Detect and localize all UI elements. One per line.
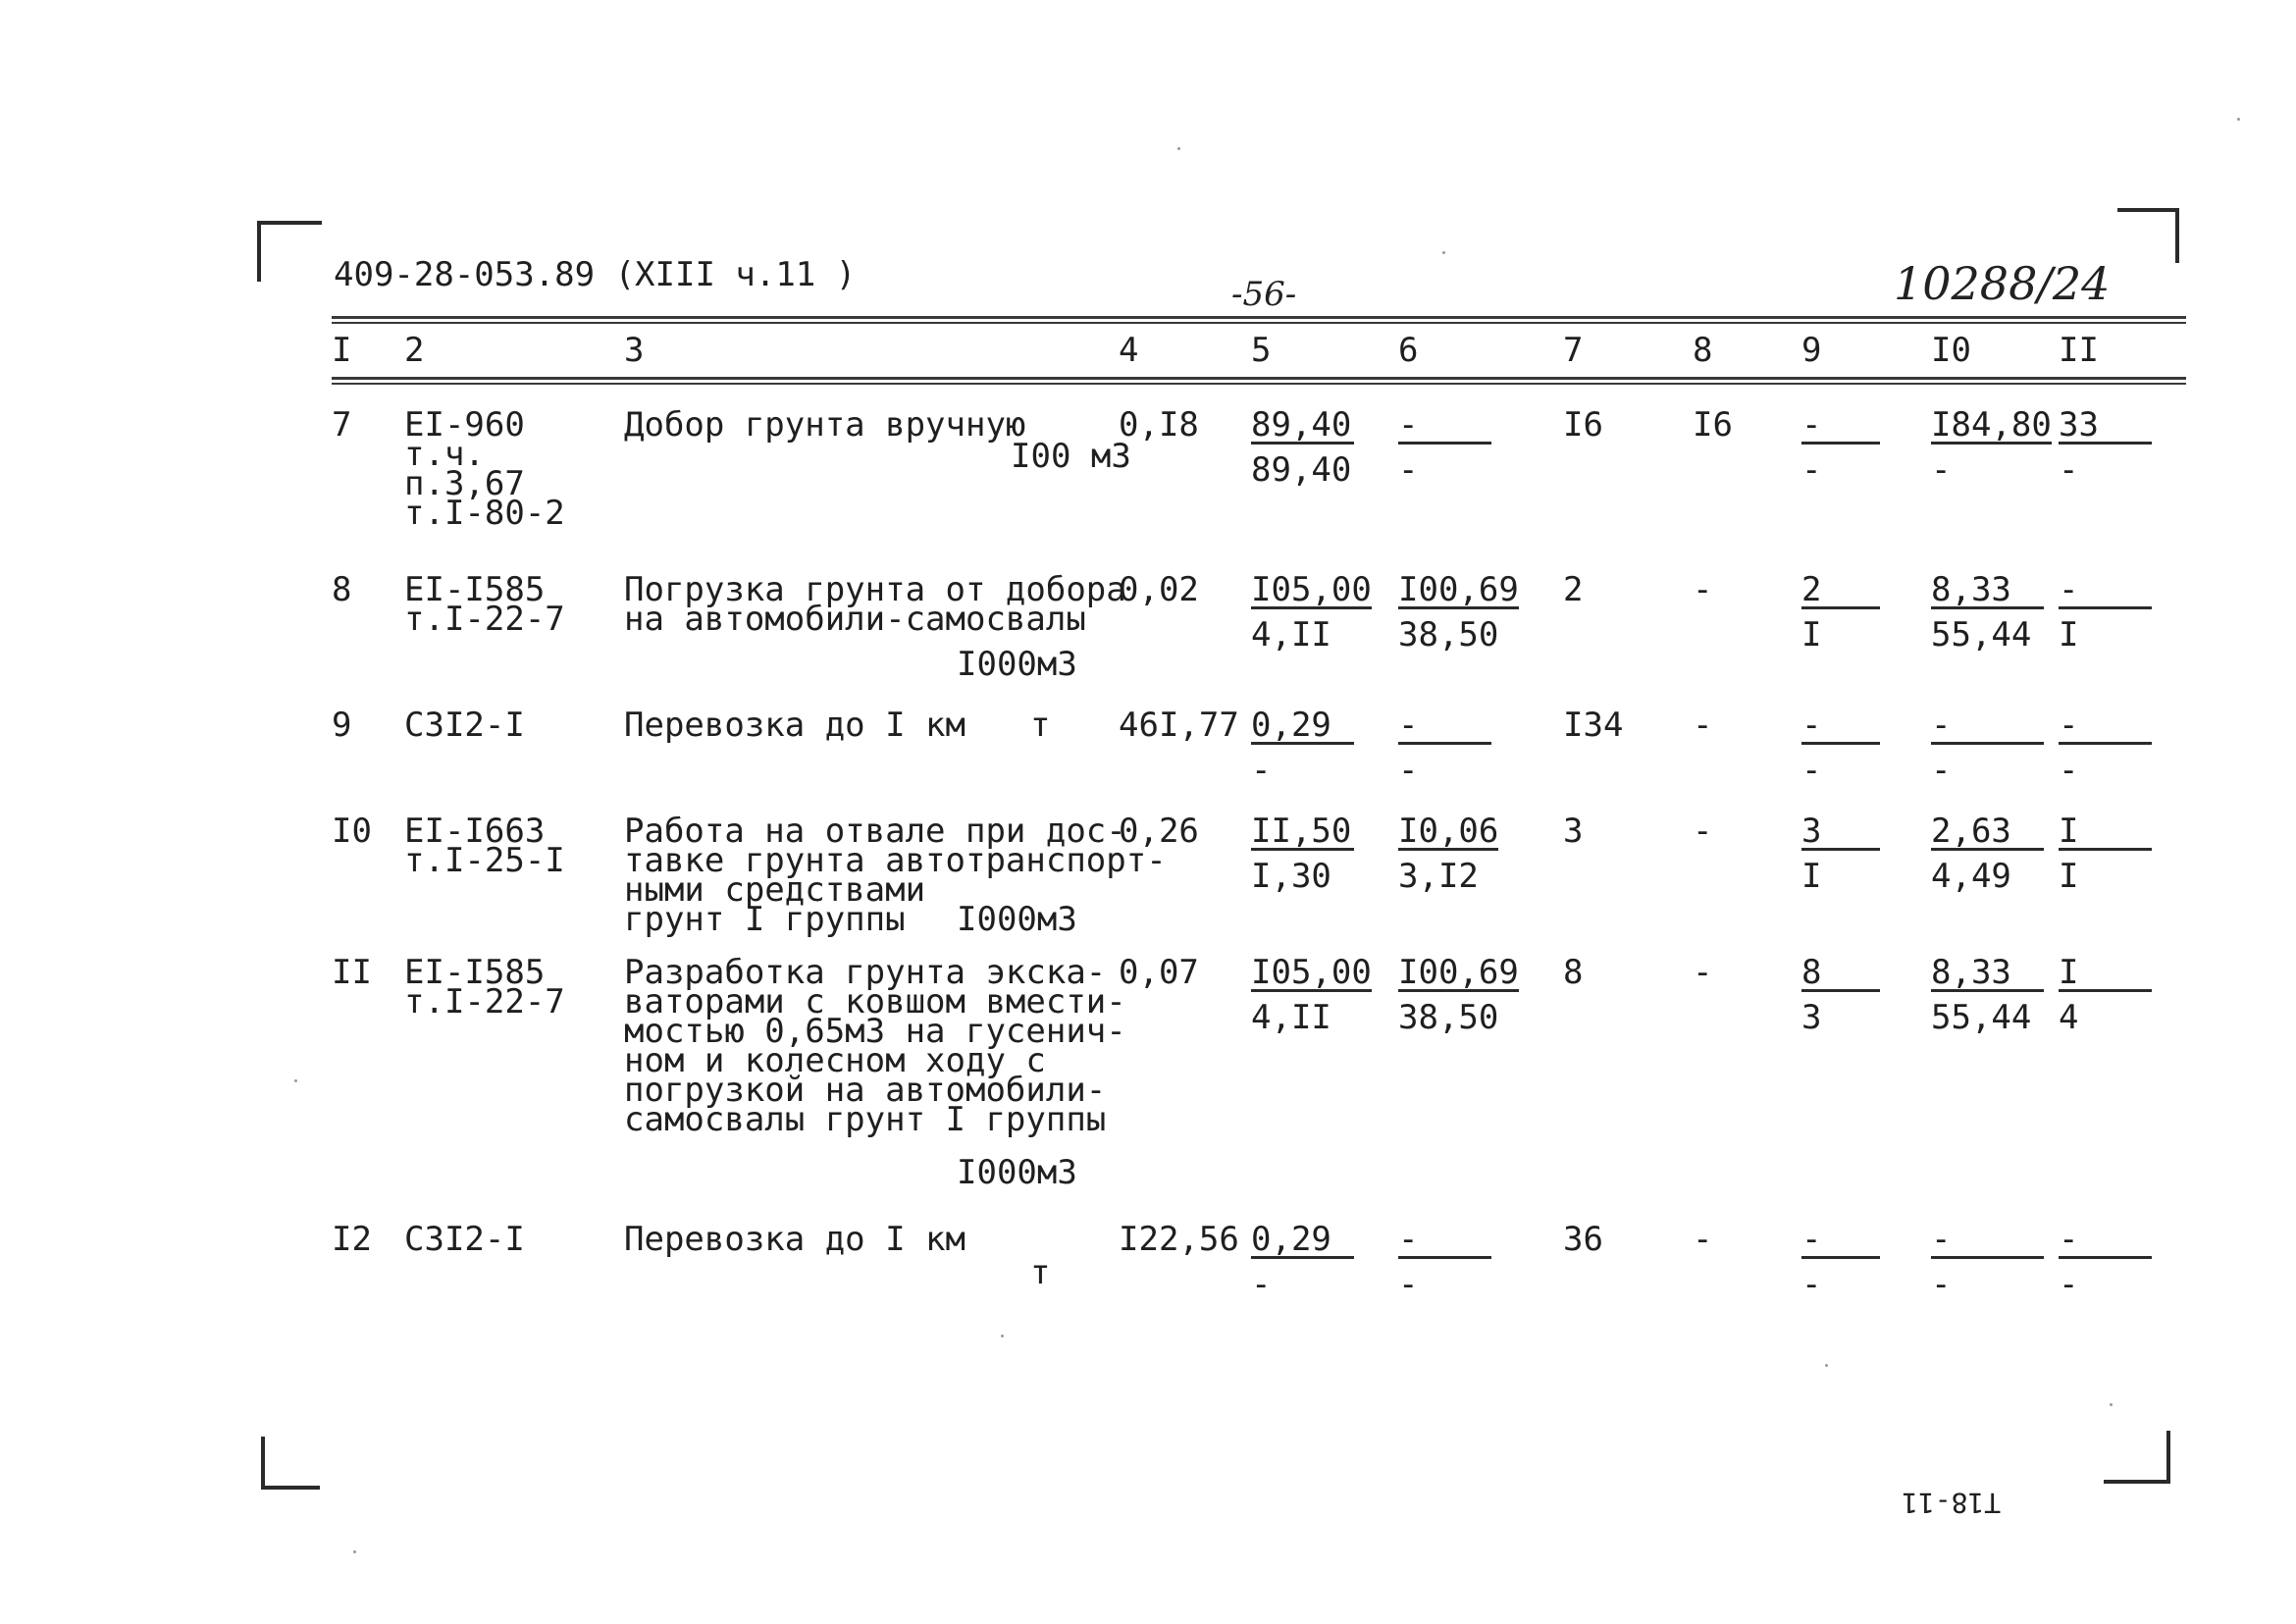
measurement-unit: I00 м3 (1011, 437, 1131, 476)
cost-cell-c5-bottom: I,30 (1251, 857, 1331, 896)
norm-code-line: т.I-25-I (404, 841, 565, 880)
cost-cell-c8: - (1693, 812, 1713, 851)
cost-cell-c9-top: 3 (1801, 816, 1880, 851)
cost-cell-c5-top: II,50 (1251, 816, 1354, 851)
cost-cell-c9-bottom: - (1801, 450, 1822, 490)
cost-cell-c11-bottom: I (2059, 857, 2079, 896)
row-number: I0 (332, 812, 372, 851)
cost-cell-c9-top: - (1801, 710, 1880, 745)
cost-cell-c9-bottom: - (1801, 751, 1822, 790)
cost-cell-c8: - (1693, 706, 1713, 745)
norm-code-line: EI-I585 (404, 953, 546, 992)
cost-cell-c10-top: I84,80 (1931, 405, 2052, 445)
cost-cell-c11-top: I (2059, 958, 2152, 992)
measurement-unit: т (1030, 1253, 1051, 1292)
work-description-line: ваторами с ковшом вмести- (624, 982, 1126, 1022)
scan-speck (1001, 1335, 1004, 1337)
column-header-3: 3 (624, 331, 645, 370)
cost-cell-c11-top: - (2059, 575, 2152, 609)
header-rule-top-thin (332, 322, 2186, 324)
column-header-10: I0 (1931, 331, 1971, 370)
column-header-5: 5 (1251, 331, 1272, 370)
cost-cell-c10-bottom: 55,44 (1931, 998, 2032, 1037)
cost-cell-c6-bottom: - (1398, 751, 1419, 790)
cost-cell-c10-top: - (1931, 1225, 2044, 1259)
cost-cell-c10-bottom: - (1931, 751, 1952, 790)
cost-cell-c9-bottom: - (1801, 1265, 1822, 1304)
cost-cell-c10-bottom: - (1931, 1265, 1952, 1304)
scan-speck (2237, 118, 2240, 121)
work-description-line: Перевозка до I км (624, 1220, 965, 1259)
page-number: -56- (1231, 275, 1297, 314)
cost-cell-c7: 3 (1563, 812, 1584, 851)
cost-cell-c7: 2 (1563, 570, 1584, 609)
quantity-value: I22,56 (1119, 1220, 1239, 1259)
scan-speck (2110, 1403, 2113, 1406)
cost-cell-c8: I6 (1693, 405, 1733, 445)
cost-cell-c7: I34 (1563, 706, 1624, 745)
cost-cell-c9-top: 8 (1801, 958, 1880, 992)
header-rule-bottom-thin (332, 383, 2186, 385)
cost-cell-c5-bottom: 4,II (1251, 615, 1331, 655)
column-header-11: II (2059, 331, 2099, 370)
scan-speck (1177, 147, 1180, 150)
header-rule-top (332, 316, 2186, 319)
cost-cell-c9-bottom: I (1801, 857, 1822, 896)
cost-cell-c11-bottom: 4 (2059, 998, 2079, 1037)
cost-cell-c6-top: I00,69 (1398, 953, 1519, 992)
column-header-9: 9 (1801, 331, 1822, 370)
cost-cell-c6-top: - (1398, 1225, 1491, 1259)
quantity-value: 0,02 (1119, 570, 1199, 609)
work-description-line: Работа на отвале при дос- (624, 812, 1126, 851)
corner-mark-top-left (257, 221, 261, 282)
cost-cell-c9-top: - (1801, 410, 1880, 445)
scan-speck (1825, 1364, 1828, 1367)
quantity-value: 0,26 (1119, 812, 1199, 851)
cost-cell-c10-top: - (1931, 710, 2044, 745)
corner-mark-top-right (2117, 208, 2178, 212)
cost-cell-c8: - (1693, 1220, 1713, 1259)
cost-cell-c6-top: I00,69 (1398, 570, 1519, 609)
norm-code-line: C3I2-I (404, 1220, 525, 1259)
cost-cell-c11-bottom: - (2059, 1265, 2079, 1304)
cost-cell-c11-top: I (2059, 816, 2152, 851)
cost-cell-c5-bottom: 4,II (1251, 998, 1331, 1037)
cost-cell-c10-top: 2,63 (1931, 816, 2044, 851)
cost-cell-c11-bottom: I (2059, 615, 2079, 655)
work-description-line: погрузкой на автомобили- (624, 1071, 1107, 1110)
cost-cell-c6-top: - (1398, 410, 1491, 445)
cost-cell-c5-bottom: - (1251, 1265, 1272, 1304)
row-number: II (332, 953, 372, 992)
work-description-line: мостью 0,65м3 на гусенич- (624, 1012, 1126, 1051)
cost-cell-c5-top: I05,00 (1251, 953, 1372, 992)
cost-cell-c10-bottom: 4,49 (1931, 857, 2011, 896)
norm-code-line: т.I-22-7 (404, 600, 565, 639)
norm-code-line: EI-960 (404, 405, 525, 445)
measurement-unit: т (1030, 706, 1051, 745)
cost-cell-c9-top: - (1801, 1225, 1880, 1259)
cost-cell-c9-top: 2 (1801, 575, 1880, 609)
quantity-value: 46I,77 (1119, 706, 1239, 745)
cost-cell-c7: 8 (1563, 953, 1584, 992)
cost-cell-c6-bottom: 38,50 (1398, 615, 1499, 655)
cost-cell-c11-bottom: - (2059, 751, 2079, 790)
row-number: 9 (332, 706, 352, 745)
cost-cell-c11-top: - (2059, 1225, 2152, 1259)
measurement-unit: I000м3 (957, 645, 1077, 684)
cost-cell-c5-top: 0,29 (1251, 710, 1354, 745)
cost-cell-c7: 36 (1563, 1220, 1603, 1259)
cost-cell-c6-bottom: - (1398, 450, 1419, 490)
column-header-2: 2 (404, 331, 425, 370)
cost-cell-c10-top: 8,33 (1931, 958, 2044, 992)
corner-mark-bottom-left (261, 1437, 265, 1488)
norm-code-line: C3I2-I (404, 706, 525, 745)
row-number: I2 (332, 1220, 372, 1259)
corner-mark-bottom-right (2166, 1431, 2170, 1482)
cost-cell-c11-top: 33 (2059, 410, 2152, 445)
column-header-8: 8 (1693, 331, 1713, 370)
corner-mark-top-right (2175, 208, 2179, 263)
cost-cell-c10-bottom: 55,44 (1931, 615, 2032, 655)
row-number: 7 (332, 405, 352, 445)
quantity-value: 0,I8 (1119, 405, 1199, 445)
quantity-value: 0,07 (1119, 953, 1199, 992)
handwritten-reference: 10288/24 (1894, 257, 2111, 310)
work-description-line: тавке грунта автотранспорт- (624, 841, 1167, 880)
column-header-7: 7 (1563, 331, 1584, 370)
document-code: 409-28-053.89 (XIII ч.11 ) (334, 255, 857, 294)
cost-cell-c7: I6 (1563, 405, 1603, 445)
work-description-line: Добор грунта вручную (624, 405, 1026, 445)
norm-code-line: т.I-80-2 (404, 494, 565, 533)
norm-code-line: т.I-22-7 (404, 982, 565, 1022)
cost-cell-c5-top: 0,29 (1251, 1225, 1354, 1259)
work-description-line: ном и колесном ходу с (624, 1041, 1046, 1080)
cost-cell-c11-bottom: - (2059, 450, 2079, 490)
scan-speck (294, 1079, 297, 1082)
cost-cell-c8: - (1693, 953, 1713, 992)
cost-cell-c9-bottom: 3 (1801, 998, 1822, 1037)
cost-cell-c5-top: 89,40 (1251, 410, 1354, 445)
work-description-line: Погрузка грунта от добора (624, 570, 1126, 609)
cost-cell-c6-bottom: 3,I2 (1398, 857, 1479, 896)
work-description-line: самосвалы грунт I группы (624, 1100, 1107, 1139)
column-header-4: 4 (1119, 331, 1139, 370)
sheet-code (1902, 1488, 2001, 1517)
cost-cell-c6-top: I0,06 (1398, 812, 1499, 851)
measurement-unit: I000м3 (957, 900, 1077, 939)
row-number: 8 (332, 570, 352, 609)
work-description-line: Перевозка до I км (624, 706, 965, 745)
scan-speck (1442, 251, 1445, 254)
work-description-line: ными средствами (624, 870, 926, 910)
measurement-unit: I000м3 (957, 1153, 1077, 1192)
corner-mark-bottom-right (2104, 1480, 2170, 1484)
sheet-code-text: T18-11 (1902, 1487, 2002, 1519)
cost-cell-c6-bottom: 38,50 (1398, 998, 1499, 1037)
cost-cell-c5-bottom: 89,40 (1251, 450, 1352, 490)
cost-cell-c6-bottom: - (1398, 1265, 1419, 1304)
cost-cell-c6-top: - (1398, 710, 1491, 745)
column-header-6: 6 (1398, 331, 1419, 370)
norm-code-line: EI-I585 (404, 570, 546, 609)
corner-mark-bottom-left (261, 1486, 320, 1490)
work-description-line: грунт I группы (624, 900, 906, 939)
cost-cell-c5-top: I05,00 (1251, 570, 1372, 609)
norm-code-line: EI-I663 (404, 812, 546, 851)
corner-mark-top-left (257, 221, 322, 225)
norm-code-line: т.ч. (404, 435, 485, 474)
cost-cell-c11-top: - (2059, 710, 2152, 745)
work-description-line: Разработка грунта экска- (624, 953, 1107, 992)
column-header-1: I (332, 331, 352, 370)
work-description-line: на автомобили-самосвалы (624, 600, 1086, 639)
cost-cell-c9-bottom: I (1801, 615, 1822, 655)
cost-cell-c10-top: 8,33 (1931, 575, 2044, 609)
cost-cell-c5-bottom: - (1251, 751, 1272, 790)
cost-cell-c10-bottom: - (1931, 450, 1952, 490)
header-rule-bottom (332, 377, 2186, 380)
norm-code-line: п.3,67 (404, 464, 525, 503)
scan-speck (353, 1550, 356, 1553)
cost-cell-c8: - (1693, 570, 1713, 609)
